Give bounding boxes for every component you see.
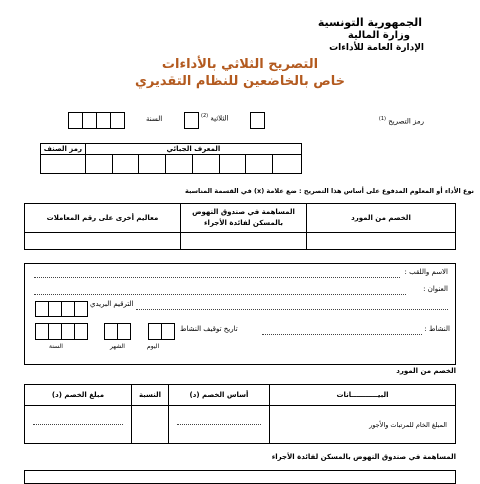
republic-name: الجمهورية التونسية xyxy=(317,16,422,29)
activity-field[interactable] xyxy=(262,334,422,335)
activity-label: النشاط : xyxy=(424,325,450,333)
address-label: العنوان : xyxy=(423,285,448,293)
withholding-rate-header: النسبة xyxy=(132,385,169,406)
category-code-header: رمز الصنف xyxy=(41,144,86,155)
declaration-code-box[interactable] xyxy=(250,112,265,129)
withholding-table xyxy=(24,384,456,444)
address-field[interactable] xyxy=(34,294,406,295)
withholding-rate-cell[interactable] xyxy=(132,406,169,444)
year-label: السنة xyxy=(146,115,163,123)
withholding-data-header: البيـــــــــــانات xyxy=(270,385,456,406)
stop-date-month-label: الشهر xyxy=(110,343,125,350)
tax-type-question: نوع الأداء أو المعلوم المدفوع على أساس هذا التصريح : ضع علامة (x) في القسمة المناسبة xyxy=(185,187,474,195)
quarter-box[interactable] xyxy=(184,112,199,129)
ministry-name: وزارة المالية xyxy=(347,30,410,41)
tax-type-withholding-check[interactable] xyxy=(307,233,456,250)
name-field[interactable] xyxy=(34,277,400,278)
name-label: الاسم واللقب : xyxy=(404,268,448,276)
tax-type-housing-fund-check[interactable] xyxy=(181,233,307,250)
postal-code-label: الترقيم البريدي xyxy=(90,300,134,308)
form-title-line2: خاص بالخاضعين للنظام التقديري xyxy=(134,74,346,89)
tax-type-other-fees: معاليم أخرى على رقم المعاملات xyxy=(25,204,181,233)
fiscal-id-table xyxy=(40,143,302,174)
tax-type-other-fees-check[interactable] xyxy=(25,233,181,250)
stop-date-label: تاريخ توقيف النشاط xyxy=(180,325,238,333)
declaration-code-label: رمز التصريح $^{(1)}$ xyxy=(378,116,424,126)
housing-table-top xyxy=(24,470,456,484)
withholding-amount-cell[interactable] xyxy=(25,406,132,444)
withholding-base-cell[interactable] xyxy=(169,406,270,444)
form-title-line1: التصريح الثلاثي بالأداءات xyxy=(161,57,319,72)
tax-type-table xyxy=(24,203,456,250)
fiscal-id-header: المعرف الجبائي xyxy=(85,144,301,155)
withholding-section-title: الخصم من المورد xyxy=(396,367,456,375)
quarter-label: الثلاثية $^{(2)}$ xyxy=(201,113,229,123)
housing-section-title: المساهمة في صندوق النهوض بالمسكن لفائدة الأجراء xyxy=(271,453,456,461)
withholding-amount-header: مبلغ الخصم (د) xyxy=(25,385,132,406)
directorate-name: الإدارة العامة للأداءات xyxy=(329,43,424,53)
identity-block xyxy=(24,263,456,365)
withholding-gross-salary-label: المبلغ الخام للمرتبات والأجور xyxy=(270,406,456,444)
withholding-base-header: أساس الخصم (د) xyxy=(169,385,270,406)
tax-type-housing-fund: المساهمة في صندوق النهوض بالمسكن لفائدة الأجراء xyxy=(181,204,307,233)
address-field-2[interactable] xyxy=(136,309,448,310)
stop-date-day-label: اليوم xyxy=(147,343,160,350)
stop-date-year-label: السنة xyxy=(49,343,63,350)
tax-type-withholding: الخصم من المورد xyxy=(307,204,456,233)
category-code-cell[interactable] xyxy=(41,155,86,174)
